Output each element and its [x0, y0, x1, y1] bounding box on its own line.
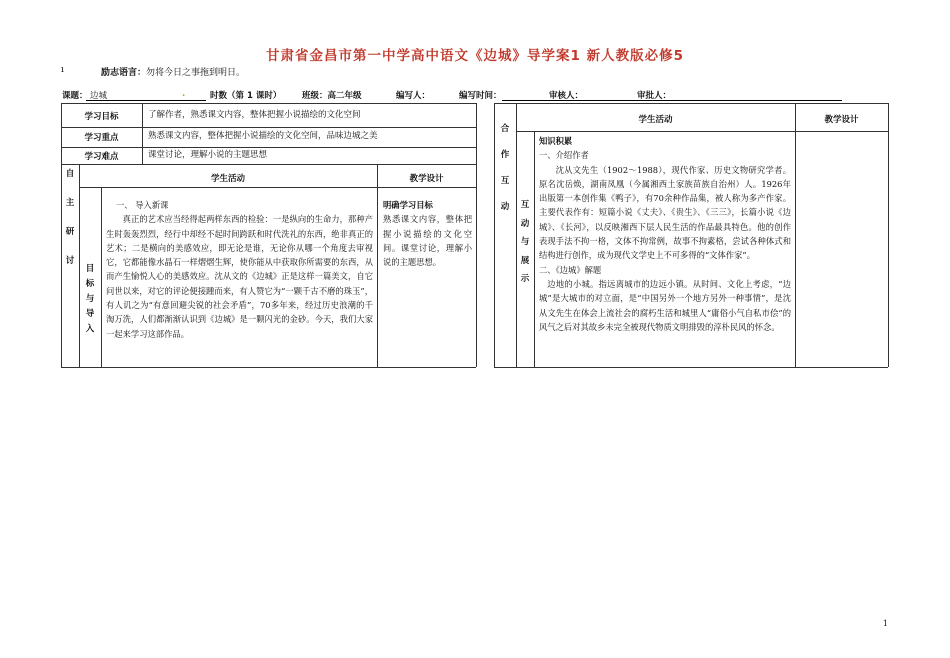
show-label	[518, 196, 532, 289]
self-study-label	[63, 167, 77, 269]
self-study-char: 讨	[65, 256, 75, 266]
show-char: 与	[520, 237, 530, 247]
topic-label: 课题：	[62, 91, 88, 101]
write-time-label: 编写时间：	[459, 91, 502, 101]
intro-char: 标	[85, 279, 95, 289]
hours-info: 时数（第 1 课时）	[210, 91, 282, 101]
goal-text: 了解作者，熟悉课文内容，整体把握小说描绘的文化空间	[148, 110, 361, 120]
right-student-activity-header: 学生活动	[638, 115, 673, 125]
intro-char: 导	[85, 309, 95, 319]
topic-value: 边城	[90, 91, 108, 101]
teacher-design-content	[383, 198, 472, 269]
coop-char: 互	[500, 176, 510, 186]
right-teaching-design-header: 教学设计	[824, 115, 859, 125]
intro-body: 真正的艺术应当经得起两样东西的检验：一是纵向的生命力，那种产生时轰轰烈烈，经行中却经不起时间跨跃和时代洗礼的东西，绝非真正的艺术；二是横向的美感效应，即无论是谁，无论你从哪一个角度去审视它，它都能像水晶石一样熠熠生辉，使你能从中获取你所需要的东西，从而产生愉悦人心的美感效应。沈从文的《边城》正是这样一篇美文，自它问世以来，对它的评论便接踵而来，有人赞它为“一颗千古不磨的珠玉”，有人讥之为“有意回避尖锐的社会矛盾”，70多年来，经过历史浪潮的千淘万洗，人们都渐渐认识到《边城》是一颗闪光的金砂。今天，我们大家一起来学习这部作品。	[106, 214, 373, 339]
self-study-char: 研	[65, 227, 75, 237]
motto-text: 勿将今日之事拖到明日。	[146, 68, 246, 78]
intro-char: 目	[85, 264, 95, 274]
reviewer-label: 审核人：	[549, 91, 584, 101]
writer-label: 编写人：	[396, 91, 431, 101]
teacher-body: 熟悉课文内容，整体把握小说描绘的文化空间。课堂讨论，理解小说的主题思想。	[383, 214, 472, 268]
coop-char: 动	[500, 202, 510, 212]
coop-char: 合	[500, 124, 510, 134]
intro-char: 与	[85, 294, 95, 304]
show-char: 互	[520, 200, 530, 210]
knowledge-content	[539, 134, 791, 334]
topic-mark: .	[182, 89, 186, 99]
motto-line	[61, 65, 245, 78]
approver-label: 审批人：	[637, 91, 672, 101]
lesson-info-right	[502, 89, 842, 100]
work-heading: 二、《边城》解题	[539, 264, 602, 275]
author-heading: 一、介绍作者	[539, 150, 589, 161]
show-char: 动	[520, 218, 530, 229]
goal-label: 学习目标	[84, 112, 119, 122]
class-info: 班级：高二年级	[302, 91, 362, 101]
teaching-design-header: 教学设计	[409, 174, 444, 184]
key-text: 熟悉课文内容，整体把握小说描绘的文化空间，品味边城之美	[148, 131, 378, 141]
lesson-info-left	[62, 89, 502, 100]
key-label: 学习重点	[84, 133, 119, 143]
self-study-char: 自	[65, 169, 75, 179]
intro-heading: 一、 导入新课	[116, 200, 169, 210]
author-body: 沈从文先生（1902～1988），现代作家、历史文物研究学者。原名沈岳焕，湖南凤凰（今属湘西土家族苗族自治州）人。1926年出版第一本创作集《鸭子》，有70余种作品集，被人称为多产作家。主要代表作有：短篇小说《丈夫》、《贵生》、《三三》，长篇小说《边城》、《长河》，以反映湘西下层人民生活的作品最具特色。他的创作表现手法不拘一格，文体不拘常例，故事不拘素格，尝试各种体式和结构进行创作，成为现代文学史上不可多得的“文体作家”。	[539, 164, 791, 261]
motto-marker: ı	[61, 65, 64, 75]
motto-label: 励志语言：	[101, 68, 147, 78]
self-study-char: 主	[65, 198, 75, 208]
document-title: 甘肃省金昌市第一中学高中语文《边城》导学案1 新人教版必修5	[266, 48, 684, 64]
intro-content	[106, 198, 373, 341]
work-body: 边地的小城。指远离城市的边远小镇。从时间、文化上考虑，“边城”是大城市的对立面，是“中国另外一个地方另外一种事情”，是沈从文先生在体会上流社会的腐朽生活和城里人“庸俗小气自私市侩”的风气之后对其故乡未完全被现代物质文明排毁的淳朴民风的怀念。	[539, 278, 791, 332]
page-number: 1	[882, 619, 888, 628]
coop-label	[498, 122, 512, 212]
show-char: 展	[520, 255, 530, 266]
topic-underline	[86, 100, 206, 101]
intro-label	[83, 262, 97, 337]
difficulty-text: 课堂讨论，理解小说的主题思想	[148, 150, 268, 160]
student-activity-header: 学生活动	[210, 174, 245, 184]
intro-char: 入	[85, 324, 95, 334]
coop-char: 作	[500, 150, 510, 160]
teacher-heading: 明确学习目标	[383, 200, 433, 210]
knowledge-heading: 知识积累	[539, 136, 573, 146]
difficulty-label: 学习难点	[84, 152, 119, 162]
show-char: 示	[520, 274, 530, 284]
